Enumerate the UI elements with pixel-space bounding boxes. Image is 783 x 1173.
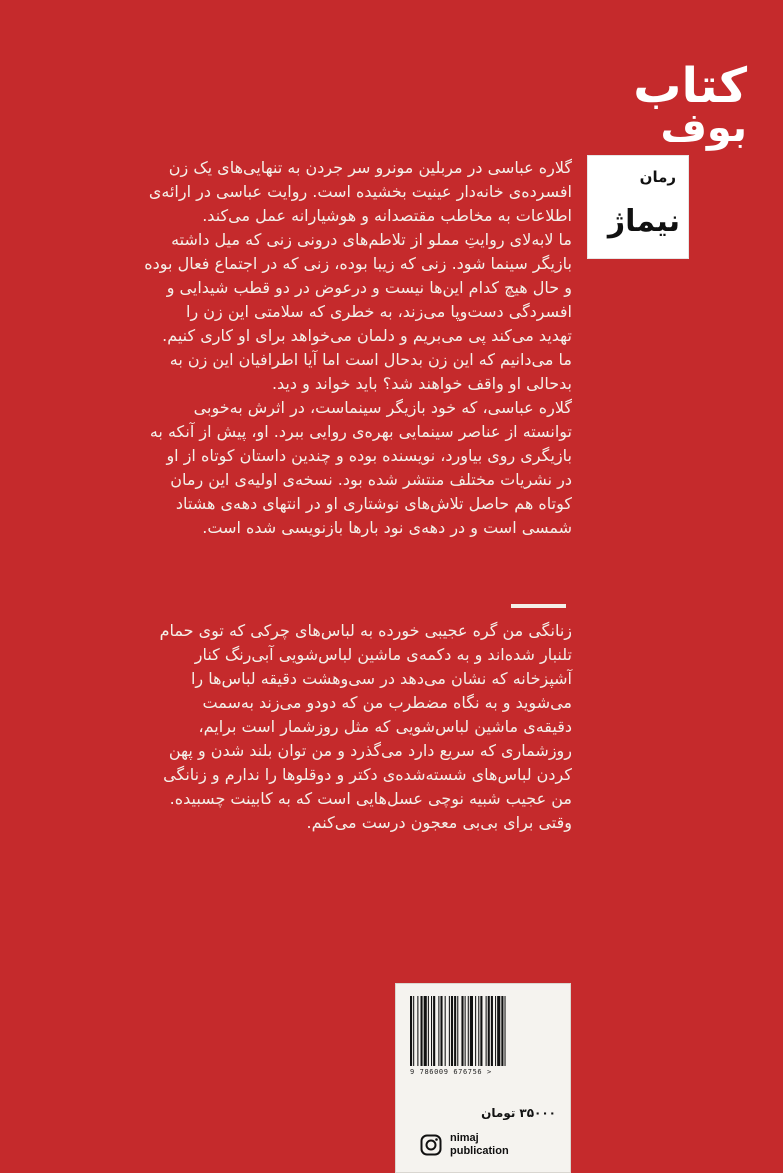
social-handle-label: publication: [450, 1145, 509, 1157]
excerpt-line: می‌شوید و به نگاه مضطرب من که دودو می‌زند به‌سمت: [202, 693, 572, 712]
barcode-bar: [461, 996, 463, 1066]
barcode-bar: [428, 996, 429, 1066]
blurb-line: بازیگر سینما شود. زنی که زیبا بوده، زنی که در اجتماع فعال بوده: [144, 254, 572, 273]
excerpt-line: کردن لباس‌های شسته‌شده‌ی دکتر و دوقلوها را ندارم و زنانگی: [163, 765, 572, 784]
barcode-bar: [468, 996, 469, 1066]
excerpt-line: روزشماری که سریع دارد می‌گذرد و من توان بلند شدن و پهن: [168, 741, 572, 760]
blurb-line: اطلاعات به مخاطب مقتصدانه و هوشیارانه عمل می‌کند.: [202, 206, 572, 225]
barcode-bar: [445, 996, 446, 1066]
blurb-excerpt: [24, 619, 572, 835]
blurb-line: بازیگری روی بیاورد، نویسنده بوده و چندین داستان کوتاه از او: [166, 446, 572, 465]
barcode-bar: [501, 996, 503, 1066]
publisher-logo-line2: بوف: [660, 105, 747, 151]
barcode-bar: [424, 996, 427, 1066]
barcode-bar: [440, 996, 442, 1066]
blurb-line: تهدید می‌کند پی می‌بریم و دلمان می‌خواهد برای او کاری کنیم.: [162, 326, 572, 345]
blurb-review: [24, 156, 572, 540]
barcode-bar: [470, 996, 473, 1066]
barcode-bar: [410, 996, 412, 1066]
excerpt-line: تلنبار شده‌اند و به دکمه‌ی ماشین لباس‌شویی آبی‌رنگ کنار: [194, 645, 572, 664]
barcode-bar: [505, 996, 506, 1066]
barcode-bar: [465, 996, 466, 1066]
barcode-bar: [491, 996, 493, 1066]
blurb-line: بدحالی او واقف خواهند شد؟ باید خواند و دید.: [271, 374, 572, 393]
price-amount: ۳۵۰۰۰: [519, 1106, 556, 1120]
blurb-line: کوتاه هم حاصل تلاش‌های نوشتاری او در انتهای دهه‌ی هشتاد: [175, 494, 572, 513]
barcode-bar: [451, 996, 453, 1066]
blurb-line: توانسته از عناصر سینمایی بهره‌ی روایی ببرد. او، پیش از آنکه به: [149, 422, 572, 441]
barcode-bar: [497, 996, 500, 1066]
excerpt-line: زنانگی من گره عجیبی خورده به لباس‌های چرکی که توی حمام: [159, 621, 572, 640]
barcode-bar: [457, 996, 458, 1066]
blurb-line: افسردگی دست‌وپا می‌زند، به خطری که سلامتی این زن را: [186, 302, 572, 321]
barcode-bar: [413, 996, 414, 1066]
barcode-bar: [488, 996, 490, 1066]
excerpt-line: من عجیب شبیه نوچی عسل‌هایی است که به کابینت چسبیده.: [169, 789, 572, 808]
excerpt-line: وقتی برای بی‌بی معجون درست می‌کنم.: [306, 813, 572, 832]
series-label: [587, 155, 689, 259]
barcode-bar: [480, 996, 482, 1066]
blurb-line: گلاره عباسی، که خود بازیگر سینماست، در اثرش به‌خوبی: [193, 398, 572, 417]
barcode-bar: [495, 996, 496, 1066]
barcode-bar: [433, 996, 435, 1066]
barcode-price-sticker: [395, 983, 571, 1173]
barcode-bar: [475, 996, 476, 1066]
barcode-bar: [454, 996, 456, 1066]
barcode-bar: [421, 996, 423, 1066]
series-brand: نیماژ: [607, 204, 680, 239]
barcode-bar: [431, 996, 432, 1066]
excerpt-line: آشپزخانه که نشان می‌دهد در سی‌وهشت دقیقه لباس‌ها را: [190, 669, 572, 688]
barcode-bar: [449, 996, 450, 1066]
blurb-line: افسرده‌ی خانه‌دار عینیت بخشیده است. روایت عباسی در ارائه‌ی: [148, 182, 572, 201]
blurb-line: گلاره عباسی در مربلین مونرو سر جردن به تنهایی‌های یک زن: [168, 158, 572, 177]
blurb-line: شمسی است و در دهه‌ی نود بارها بازنویسی شده است.: [202, 518, 572, 537]
social-handle-name: nimaj: [450, 1132, 479, 1144]
barcode: [408, 996, 558, 1066]
publisher-logo-line1: کتاب: [633, 58, 747, 114]
social-handle: [450, 1132, 509, 1158]
barcode-digits: 9 786009 676756 >: [410, 1068, 492, 1076]
blurb-line: در نشریات مختلف منتشر شده بود. نسخه‌ی اولیه‌ی این رمان: [170, 470, 572, 489]
excerpt-line: دقیقه‌ی ماشین لباس‌شویی که مثل روزشمار است برایم،: [198, 717, 572, 736]
blurb-line: ما می‌دانیم که این زن بدحال است اما آیا اطرافیان این زن به: [169, 350, 572, 369]
price-currency: تومان: [481, 1106, 516, 1120]
barcode-bar: [417, 996, 418, 1066]
genre-label: رمان: [639, 168, 676, 186]
barcode-bar: [478, 996, 479, 1066]
barcode-bar: [438, 996, 439, 1066]
price-tag: [477, 1106, 556, 1120]
instagram-icon: [420, 1134, 442, 1156]
blurb-line: و حال هیچ کدام این‌ها نیست و درعوض در دو قطب شیدایی و: [166, 278, 572, 297]
barcode-bar: [486, 996, 487, 1066]
blurb-line: ما لابه‌لای روایتِ مملو از تلاطم‌های درونی زنی که میل داشته: [171, 230, 572, 249]
section-divider: [511, 604, 566, 608]
